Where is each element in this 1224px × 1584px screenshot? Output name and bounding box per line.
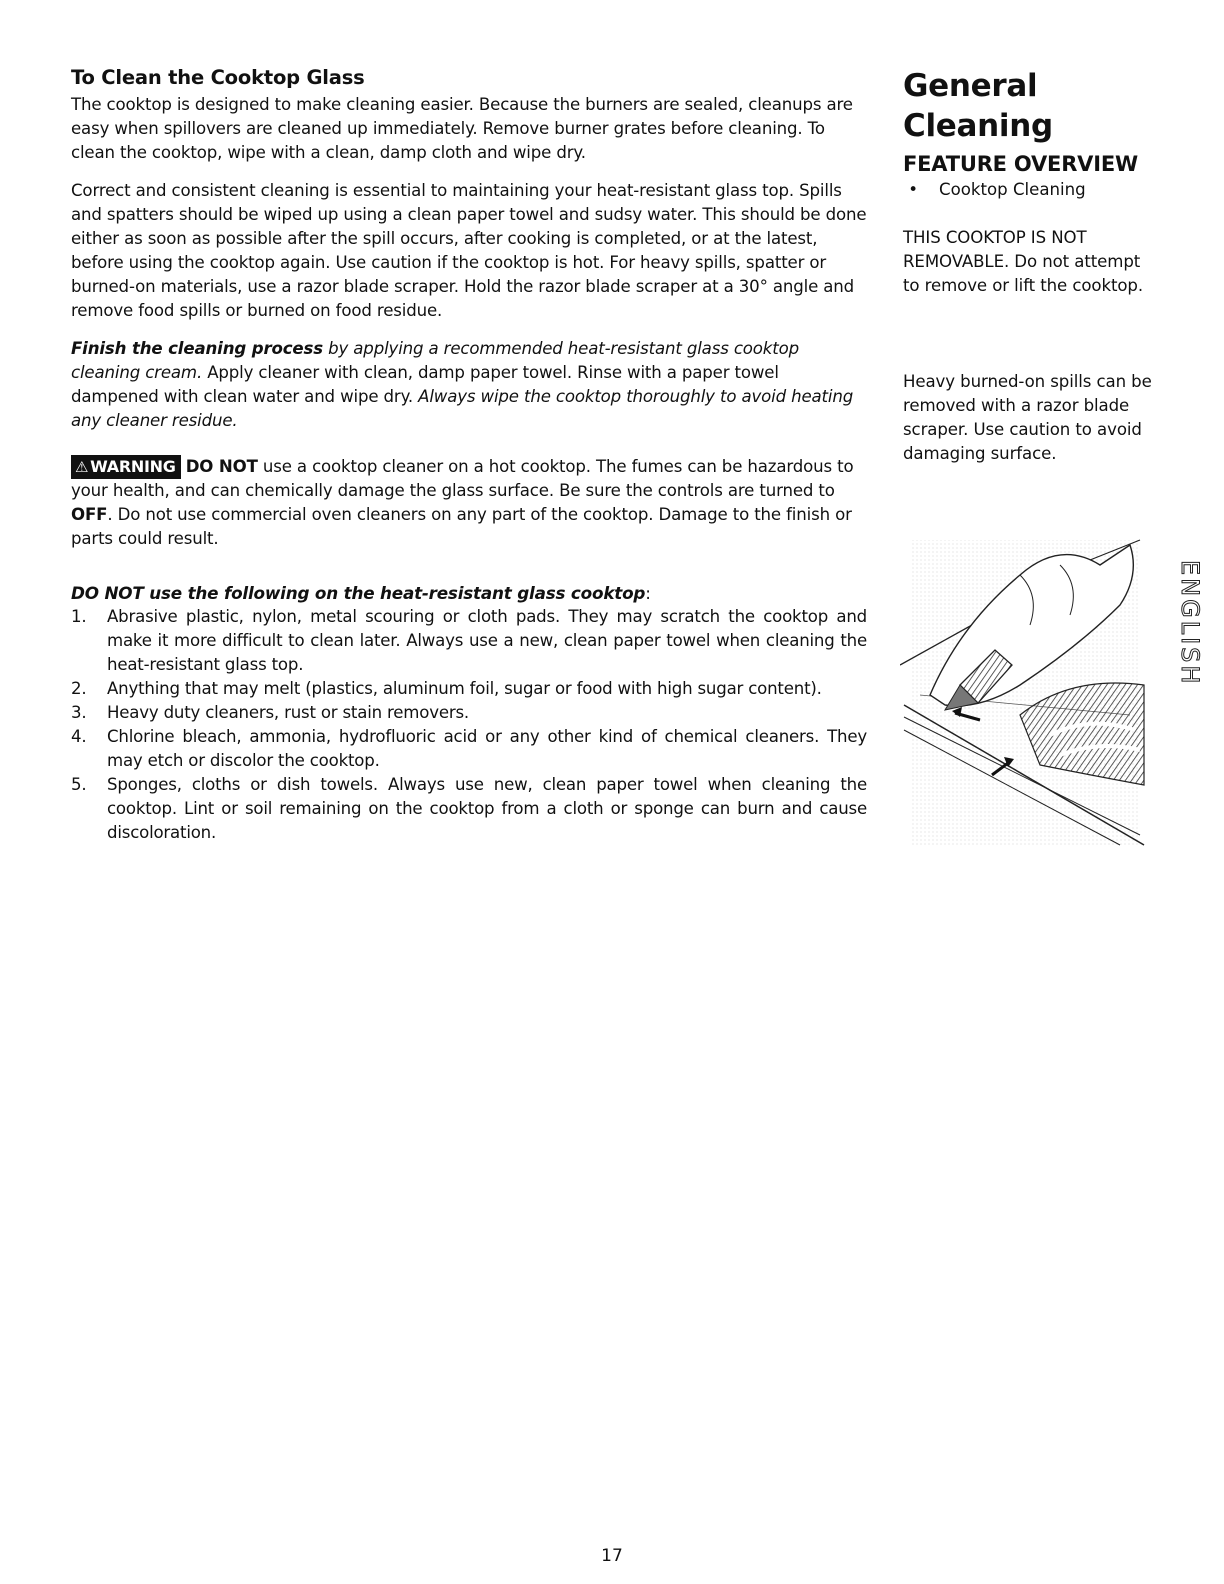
warning-triangle-icon: ⚠ [75, 458, 89, 476]
feature-bullet [903, 178, 1158, 202]
warning-off: OFF [71, 505, 108, 524]
finish-normal: Apply cleaner with clean, damp paper towel. Rinse with a paper towel dampened with clean water and wipe dry. [71, 363, 779, 406]
finish-lead: Finish the cleaning process [71, 339, 323, 358]
list-item-number: 3. [71, 703, 87, 722]
finish-paragraph [71, 337, 867, 433]
list-item-text: Sponges, cloths or dish towels. Always use new, clean paper towel when cleaning the cooktop. Lint or soil remaining on the cooktop from a cloth or sponge can burn and cause discoloration. [107, 775, 867, 842]
list-item-text: Anything that may melt (plastics, aluminum foil, sugar or food with high sugar content). [107, 679, 822, 698]
warning-badge [71, 455, 181, 479]
warning-label: WARNING [90, 457, 176, 476]
list-item [71, 725, 867, 773]
do-not-list-heading-text: DO NOT use the following on the heat-resistant glass cooktop [71, 583, 646, 603]
finish-italic-b: Always wipe the cooktop thoroughly to avoid heating any cleaner residue. [71, 387, 854, 430]
list-item [71, 677, 867, 701]
list-item-text: Chlorine bleach, ammonia, hydrofluoric acid or any other kind of chemical cleaners. They may etch or discolor the cooktop. [107, 727, 867, 770]
side-column [903, 66, 1158, 466]
list-item-number: 1. [71, 607, 87, 626]
do-not-list-heading [71, 581, 867, 605]
page-number: 17 [601, 1546, 623, 1566]
main-column [71, 66, 867, 845]
finish-italic-a: by applying a recommended heat-resistant glass cooktop cleaning cream. [71, 339, 799, 382]
cleaning-paragraph: Correct and consistent cleaning is essential to maintaining your heat-resistant glass top. Spills and spatters should be wiped up using a clean paper towel and sudsy water. This should be done either as soon as possible after the spill occurs, after cooking is completed, or at the latest, before using the cooktop again. Use caution if the cooktop is hot. For heavy spills, spatter or burned-on materials, use a razor blade scraper. Hold the razor blade scraper at a 30° angle and remove food spills or burned on food residue. [71, 181, 867, 320]
warning-do-not: DO NOT [185, 457, 258, 476]
warning-text-b: . Do not use commercial oven cleaners on any part of the cooktop. Damage to the finish or parts could result. [71, 505, 852, 548]
section-heading: To Clean the Cooktop Glass [71, 66, 365, 89]
feature-overview-heading: FEATURE OVERVIEW [903, 152, 1138, 176]
language-tab [1176, 560, 1204, 720]
list-item [71, 605, 867, 677]
list-item-text: Abrasive plastic, nylon, metal scouring or cloth pads. They may scratch the cooktop and make it more difficult to clean later. Always use a new, clean paper towel when cleaning the heat-resistant glass top. [107, 607, 867, 674]
list-item-number: 2. [71, 679, 87, 698]
intro-paragraph: The cooktop is designed to make cleaning easier. Because the burners are sealed, cleanups are easy when spillovers are cleaned up immediately. Remove burner grates before cleaning. To clean the cooktop, wipe with a clean, damp cloth and wipe dry. [71, 95, 853, 162]
do-not-list [71, 605, 867, 845]
do-not-list-heading-colon: : [645, 583, 651, 603]
side-title [903, 66, 1158, 146]
warning-text-a: use a cooktop cleaner on a hot cooktop. The fumes can be hazardous to your health, and can chemically damage the glass surface. Be sure the controls are turned to [71, 457, 854, 500]
language-tab-text: ENGLISH [1176, 560, 1204, 687]
list-item [71, 701, 867, 725]
bullet-dot-icon: • [903, 180, 919, 199]
scraper-note: Heavy burned-on spills can be removed with a razor blade scraper. Use caution to avoid damaging surface. [903, 372, 1152, 463]
list-item-number: 4. [71, 727, 87, 746]
list-item [71, 773, 867, 845]
list-item-number: 5. [71, 775, 87, 794]
razor-scraper-illustration [900, 535, 1146, 849]
list-item-text: Heavy duty cleaners, rust or stain removers. [107, 703, 469, 722]
side-title-line1: General [903, 68, 1038, 104]
removable-note: THIS COOKTOP IS NOT REMOVABLE. Do not attempt to remove or lift the cooktop. [903, 228, 1144, 295]
warning-paragraph [71, 455, 867, 551]
side-title-line2: Cleaning [903, 108, 1053, 144]
feature-bullet-text: Cooktop Cleaning [939, 180, 1086, 199]
